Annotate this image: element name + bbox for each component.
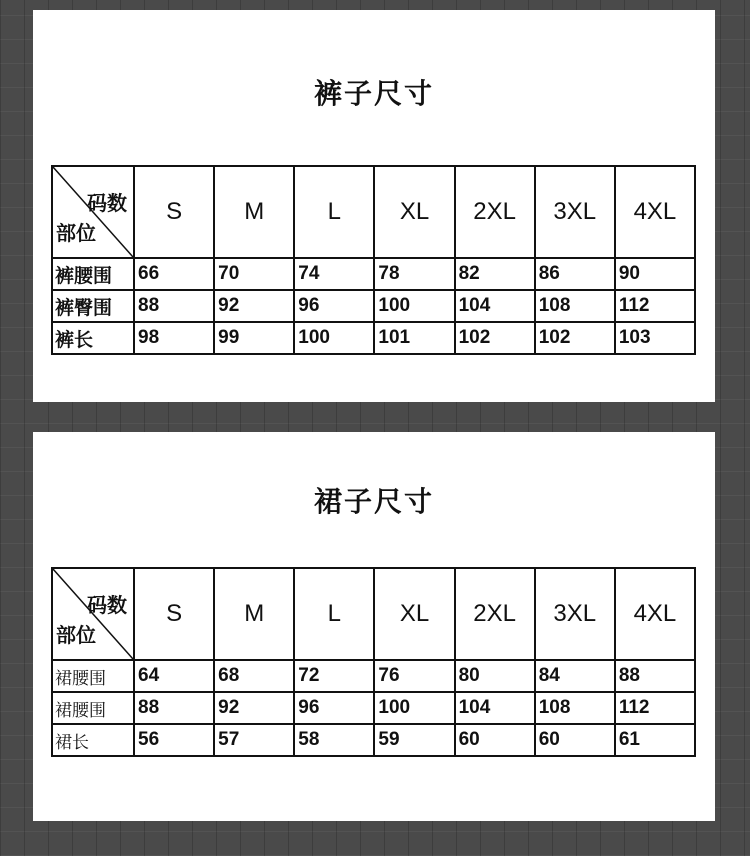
table-cell: 58 [294,724,374,756]
corner-size-label: 码数 [87,593,127,617]
table-cell: 72 [294,660,374,692]
table-cell: 68 [214,660,294,692]
table-cell: 88 [134,692,214,724]
table-cell: 78 [374,258,454,290]
table-cell: 57 [214,724,294,756]
table-row [52,724,695,756]
table-cell: 60 [455,724,535,756]
table-cell: 103 [615,322,695,354]
size-header: 2XL [455,568,535,660]
table-cell: 98 [134,322,214,354]
table-cell: 90 [615,258,695,290]
size-header: 3XL [535,166,615,258]
table-cell: 96 [294,692,374,724]
size-header: 2XL [455,166,535,258]
size-header: 4XL [615,568,695,660]
table-cell: 100 [294,322,374,354]
size-header: 4XL [615,166,695,258]
table-cell: 92 [214,692,294,724]
table-cell: 100 [374,290,454,322]
skirt-size-title: 裙子尺寸 [313,485,434,518]
table-cell: 108 [535,692,615,724]
table-cell: 59 [374,724,454,756]
row-label: 裤腰围 [52,258,134,290]
skirt-size-panel [33,432,715,821]
table-cell: 92 [214,290,294,322]
row-label: 裙腰围 [52,660,134,692]
table-row [52,322,695,354]
size-header: L [294,568,374,660]
row-label: 裤长 [52,322,134,354]
pants-size-panel [33,10,715,402]
table-cell: 84 [535,660,615,692]
table-cell: 80 [455,660,535,692]
size-header: XL [374,166,454,258]
table-cell: 66 [134,258,214,290]
table-cell: 70 [214,258,294,290]
pants-size-table [51,165,696,355]
size-header: S [134,568,214,660]
table-cell: 76 [374,660,454,692]
table-cell: 56 [134,724,214,756]
table-header-row [52,568,695,660]
table-cell: 61 [615,724,695,756]
size-header: L [294,166,374,258]
corner-size-label: 码数 [87,191,127,215]
row-label: 裤臀围 [52,290,134,322]
size-header: S [134,166,214,258]
pants-size-title: 裤子尺寸 [313,77,434,110]
table-cell: 100 [374,692,454,724]
table-row [52,290,695,322]
table-cell: 101 [374,322,454,354]
row-label: 裙长 [52,724,134,756]
table-cell: 112 [615,692,695,724]
table-cell: 112 [615,290,695,322]
table-cell: 74 [294,258,374,290]
row-label: 裙腰围 [52,692,134,724]
corner-part-label: 部位 [56,623,96,647]
table-corner-header [52,166,134,258]
table-row [52,258,695,290]
size-header: 3XL [535,568,615,660]
table-corner-header [52,568,134,660]
skirt-size-table [51,567,696,757]
size-header: M [214,166,294,258]
table-cell: 88 [134,290,214,322]
size-header: M [214,568,294,660]
table-cell: 64 [134,660,214,692]
table-cell: 99 [214,322,294,354]
table-cell: 108 [535,290,615,322]
table-cell: 60 [535,724,615,756]
table-cell: 96 [294,290,374,322]
table-cell: 102 [455,322,535,354]
table-cell: 104 [455,290,535,322]
table-cell: 86 [535,258,615,290]
table-cell: 82 [455,258,535,290]
table-cell: 104 [455,692,535,724]
corner-part-label: 部位 [56,221,96,245]
table-row [52,660,695,692]
table-header-row [52,166,695,258]
table-row [52,692,695,724]
table-cell: 102 [535,322,615,354]
table-cell: 88 [615,660,695,692]
size-header: XL [374,568,454,660]
